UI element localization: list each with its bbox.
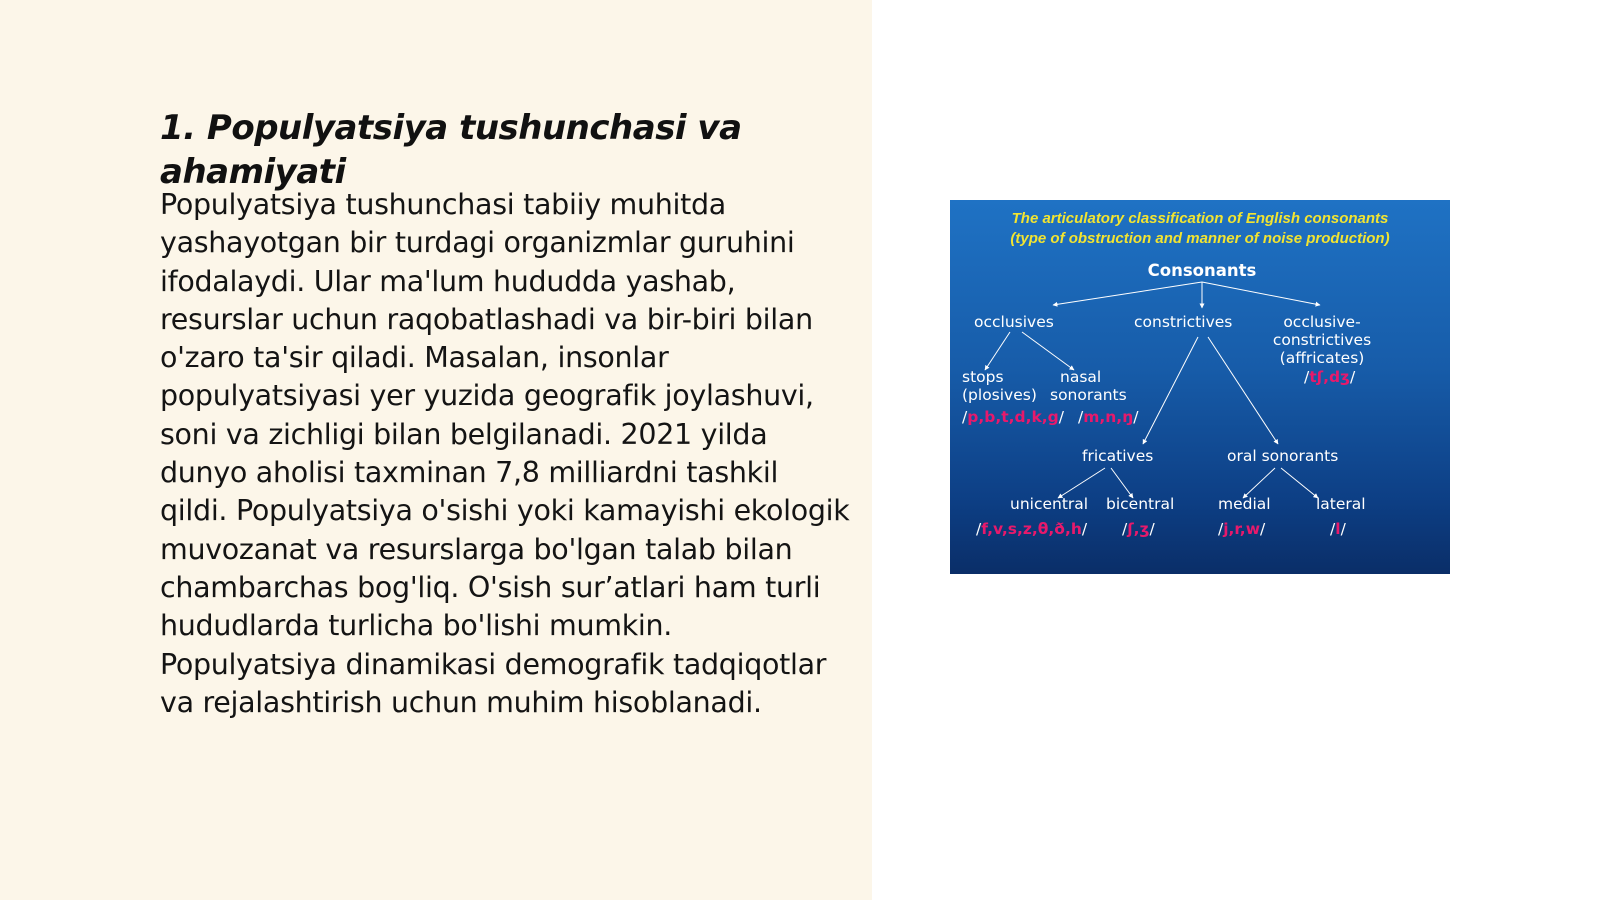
node-constrictives: constrictives bbox=[1134, 313, 1233, 331]
ipa-lateral: /l/ bbox=[1330, 520, 1346, 538]
node-nasal-line1: nasal bbox=[1060, 368, 1102, 386]
slide-title: 1. Populyatsiya tushunchasi va ahamiyati bbox=[160, 108, 742, 192]
node-stops-line1: stops bbox=[962, 368, 1004, 386]
slide-body-text: Populyatsiya tushunchasi tabiiy muhitda yashayotgan bir turdagi organizmlar guruhini ifodalaydi. Ular ma'lum hududda yashab, resurslar uchun raqobatlashadi va bir-biri bilan o'zaro ta'sir qiladi. Masalan, insonlar populyatsiyasi yer yuzida geografik joylashuvi, soni va zichligi bilan belgilanadi. 2021 yilda dunyo aholisi taxminan 7,8 milliardni tashkil qildi. Populyatsiya o'sishi yoki kamayishi ekologik muvozanat va resurslarga bo'lgan talab bilan chambarchas bog'liq. O'sish sur’atlari ham turli hududlarda turlicha bo'lishi mumkin. Populyatsiya dinamikasi demografik tadqiqotlar va rejalashtirish uchun muhim hisoblanadi. bbox=[160, 188, 850, 719]
node-oral-sonorants: oral sonorants bbox=[1227, 447, 1339, 465]
node-occlusives: occlusives bbox=[974, 313, 1054, 331]
node-affricates bbox=[1256, 313, 1388, 367]
node-nasal-sonorants bbox=[1050, 368, 1127, 404]
edge-occlusives-stops bbox=[985, 332, 1010, 370]
node-medial: medial bbox=[1218, 495, 1271, 513]
edge-fricatives-bicentral bbox=[1111, 468, 1133, 498]
edge-fricatives-unicentral bbox=[1058, 468, 1105, 498]
ipa-affricates: /tʃ,dʒ/ bbox=[1304, 368, 1356, 386]
node-fricatives: fricatives bbox=[1082, 447, 1154, 465]
edge-occlusives-nasal bbox=[1022, 332, 1074, 370]
ipa-bicentral: /ʃ,ʒ/ bbox=[1122, 520, 1155, 538]
diagram-title-line1: The articulatory classification of English consonants bbox=[1011, 210, 1389, 227]
ipa-nasal: /m,n,ŋ/ bbox=[1078, 408, 1139, 426]
node-affricates-line2: constrictives bbox=[1272, 331, 1372, 349]
edge-root-occlusives bbox=[1053, 282, 1202, 305]
node-bicentral: bicentral bbox=[1106, 495, 1175, 513]
node-stops bbox=[962, 368, 1037, 404]
ipa-unicentral: /f,v,s,z,θ,ð,h/ bbox=[976, 520, 1088, 538]
node-lateral: lateral bbox=[1316, 495, 1366, 513]
edge-constrictives-fricatives bbox=[1143, 337, 1198, 444]
node-affricates-line3: (affricates) bbox=[1279, 349, 1365, 367]
diagram-title-line2: (type of obstruction and manner of noise production) bbox=[1010, 230, 1390, 247]
node-unicentral: unicentral bbox=[1010, 495, 1089, 513]
node-consonants: Consonants bbox=[1147, 261, 1257, 280]
node-nasal-line2: sonorants bbox=[1050, 386, 1127, 404]
edge-oral-medial bbox=[1243, 468, 1275, 498]
consonant-classification-diagram bbox=[950, 200, 1450, 574]
node-stops-line2: (plosives) bbox=[962, 386, 1037, 404]
node-affricates-line1: occlusive- bbox=[1283, 313, 1361, 331]
ipa-medial: /j,r,w/ bbox=[1218, 520, 1266, 538]
edge-root-affricates bbox=[1202, 282, 1320, 305]
edge-oral-lateral bbox=[1281, 468, 1318, 498]
ipa-stops: /p,b,t,d,k,g/ bbox=[962, 408, 1065, 426]
